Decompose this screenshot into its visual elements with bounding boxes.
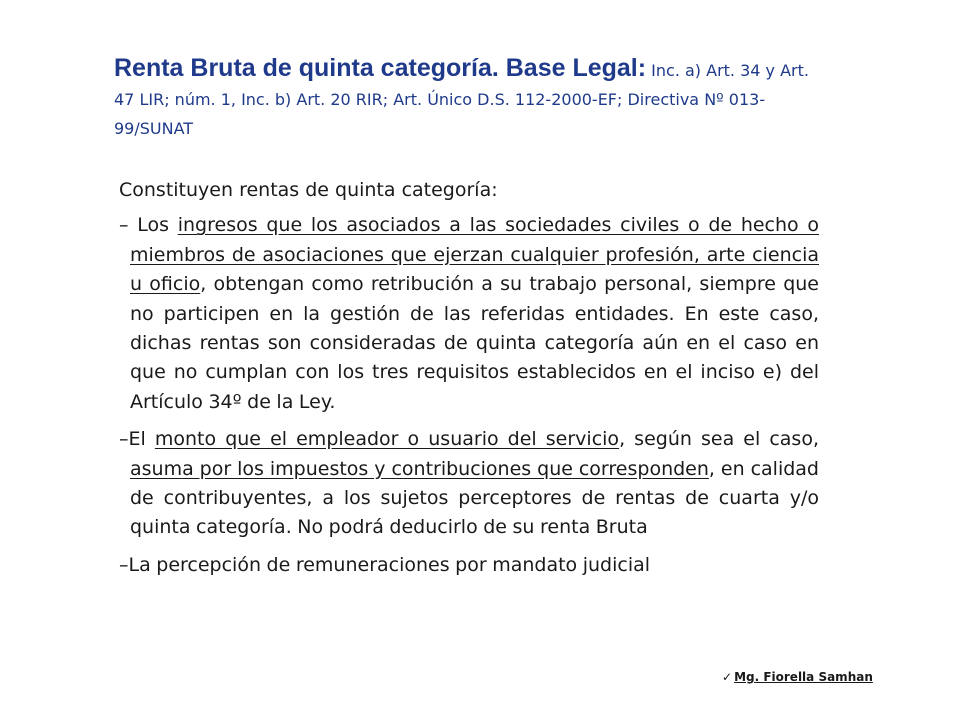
list-item-associates-income xyxy=(119,211,819,417)
slide-title xyxy=(114,54,834,143)
slide-body xyxy=(119,176,819,588)
title-main: Renta Bruta de quinta categoría. Base Legal: xyxy=(114,54,647,82)
checkmark-icon: ✓ xyxy=(722,670,733,684)
item2-mid: , según sea el caso, xyxy=(619,428,819,451)
item2-underlined-2: asuma por los impuestos y contribuciones que corresponden xyxy=(130,457,709,480)
author-signature xyxy=(722,670,873,684)
item1-rest: , obtengan como retribución a su trabajo personal, siempre que no participen en la gestión de las referidas entidades. En este caso, dichas rentas son consideradas de quinta categoría aún en el caso en que no cumplan con los tres requisitos establecidos en el inciso e) del Artículo 34º de la Ley. xyxy=(130,273,820,413)
author-name: Mg. Fiorella Samhan xyxy=(734,670,873,684)
item2-rest: , en calidad de contribuyentes, a los sujetos perceptores de rentas de cuarta y/o quinta categoría. No podrá deducirlo de su renta Bruta xyxy=(130,457,819,539)
title-legal-basis: Inc. a) Art. 34 y Art. 47 LIR; núm. 1, Inc. b) Art. 20 RIR; Art. Único D.S. 112-2000-EF; Directiva Nº 013-99/SUNAT xyxy=(114,61,809,138)
intro-text: Constituyen rentas de quinta categoría: xyxy=(119,179,498,201)
item1-lead: – Los xyxy=(119,214,178,237)
list-item-employer-taxes xyxy=(119,425,819,543)
item2-lead: –El xyxy=(119,428,155,451)
item1-underlined: ingresos que los asociados a las sociedades civiles o de hecho o miembros de asociaciones que ejerzan cualquier profesión, arte ciencia u oficio xyxy=(130,214,820,296)
item2-underlined-1: monto que el empleador o usuario del servicio xyxy=(154,428,620,451)
list-item-judicial-remuneration: –La percepción de remuneraciones por mandato judicial xyxy=(119,553,651,576)
